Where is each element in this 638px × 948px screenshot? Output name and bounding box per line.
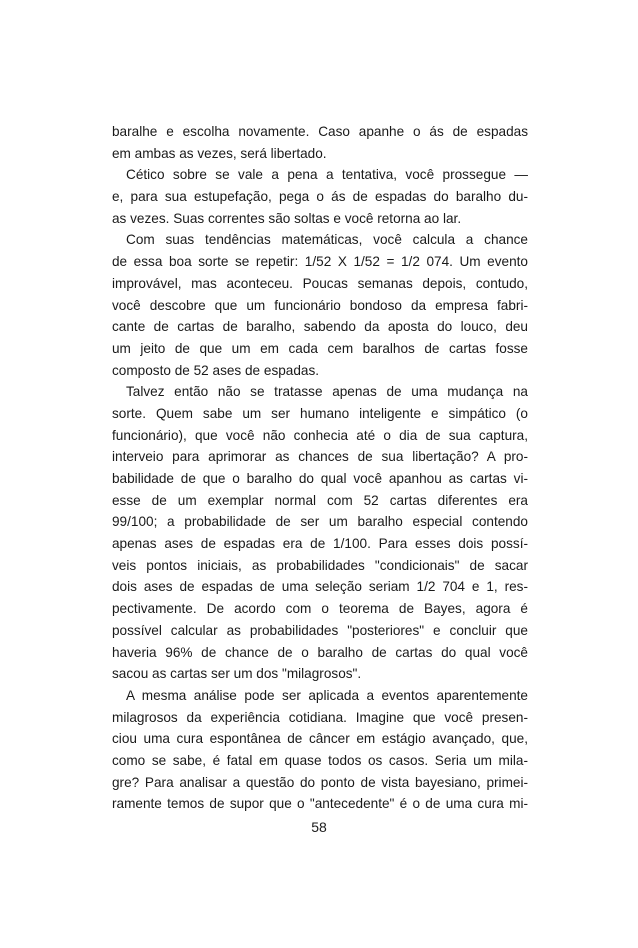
text-line: 99/100; a probabilidade de ser um baralho especial contendo <box>112 514 528 530</box>
text-line: possível calcular as probabilidades "posteriores" e concluir que <box>112 622 528 638</box>
text-line: funcionário), que você não conhecia até o dia de sua captura, <box>112 427 528 443</box>
text-line: baralhe e escolha novamente. Caso apanhe o ás de espadas <box>112 124 528 139</box>
text-line: haveria 96% de chance de o baralho de cartas do qual você <box>112 644 528 660</box>
text-line: e, para sua estupefação, pega o ás de espadas do baralho du- <box>112 189 528 205</box>
text-line: interveio para aprimorar as chances de sua libertação? A pro- <box>112 449 528 465</box>
page-number: 58 <box>311 819 327 835</box>
text-line: esse de um exemplar normal com 52 cartas diferentes era <box>112 492 528 508</box>
text-line: gre? Para analisar a questão do ponto de vista bayesiano, primei- <box>112 774 528 790</box>
text-line: um jeito de que um em cada cem baralhos de cartas fosse <box>112 340 528 356</box>
text-line: milagrosos da experiência cotidiana. Imagine que você presen- <box>112 709 528 725</box>
text-line: Cético sobre se vale a pena a tentativa, você prossegue — <box>126 167 528 183</box>
text-line: ciou uma cura espontânea de câncer em estágio avançado, que, <box>112 731 528 747</box>
text-line: sacou as cartas ser um dos "milagrosos". <box>112 666 362 682</box>
text-line: improvável, mas aconteceu. Poucas semanas depois, contudo, <box>112 275 528 291</box>
text-line: apenas ases de espadas era de 1/100. Para esses dois possí- <box>112 536 528 552</box>
text-line: como se sabe, é fatal em quase todos os casos. Seria um mila- <box>112 752 528 768</box>
text-line: Com suas tendências matemáticas, você calcula a chance <box>126 232 528 248</box>
text-line: composto de 52 ases de espadas. <box>112 362 320 378</box>
body-text <box>112 121 528 815</box>
text-line: ramente temos de supor que o "antecedente" é o de uma cura mi- <box>112 796 528 812</box>
text-line: A mesma análise pode ser aplicada a eventos aparentemente <box>126 687 528 703</box>
text-line: veis pontos iniciais, as probabilidades "condicionais" de sacar <box>112 557 528 573</box>
text-line: as vezes. Suas correntes são soltas e você retorna ao lar. <box>112 210 462 226</box>
text-line: Talvez então não se tratasse apenas de uma mudança na <box>126 384 528 400</box>
text-line: dois ases de espadas de uma seleção seriam 1/2 704 e 1, res- <box>112 579 528 595</box>
text-line: sorte. Quem sabe um ser humano inteligente e simpático (o <box>112 405 528 421</box>
text-line: babilidade de que o baralho do qual você apanhou as cartas vi- <box>112 471 528 486</box>
text-line: pectivamente. De acordo com o teorema de Bayes, agora é <box>112 601 528 617</box>
text-line: você descobre que um funcionário bondoso da empresa fabri- <box>112 297 528 313</box>
text-line: cante de cartas de baralho, sabendo da aposta do louco, deu <box>112 319 528 335</box>
text-line: em ambas as vezes, será libertado. <box>112 145 327 161</box>
text-line: de essa boa sorte se repetir: 1/52 X 1/52 = 1/2 074. Um evento <box>112 254 528 270</box>
